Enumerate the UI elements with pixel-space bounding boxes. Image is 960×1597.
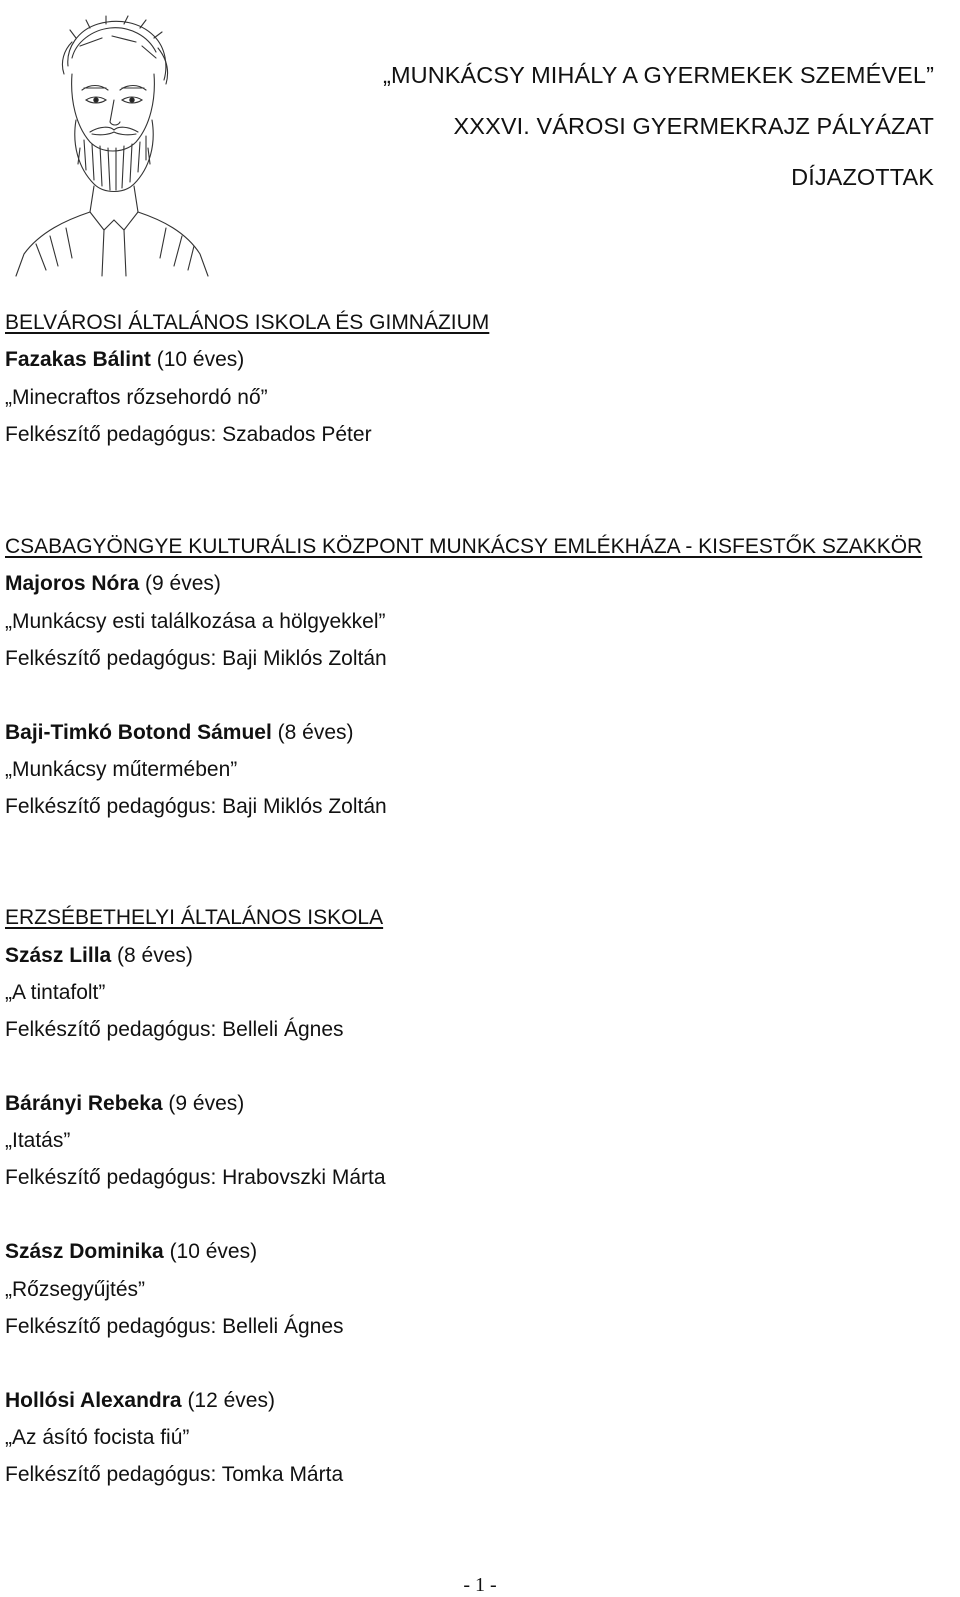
winner-age: (8 éves) xyxy=(271,721,354,744)
artwork-title: „Az ásító focista fiú” xyxy=(5,1426,190,1449)
winner-name: Fazakas Bálint xyxy=(5,348,151,371)
winner-age: (10 éves) xyxy=(163,1240,258,1263)
teacher-line: Felkészítő pedagógus: Belleli Ágnes xyxy=(5,1315,344,1338)
portrait-sketch-image xyxy=(6,8,216,278)
teacher-line: Felkészítő pedagógus: Hrabovszki Márta xyxy=(5,1166,386,1189)
artwork-title: „A tintafolt” xyxy=(5,981,106,1004)
page-number: - 1 - xyxy=(463,1574,497,1596)
winner-name-line xyxy=(5,1092,244,1116)
winner-name: Szász Dominika xyxy=(5,1240,164,1263)
teacher-line: Felkészítő pedagógus: Szabados Péter xyxy=(5,423,372,446)
artwork-title: „Minecraftos rőzsehordó nő” xyxy=(5,386,268,409)
teacher-line: Felkészítő pedagógus: Belleli Ágnes xyxy=(5,1018,344,1041)
winner-name-line xyxy=(5,1389,275,1413)
winner-name: Hollósi Alexandra xyxy=(5,1389,182,1412)
artwork-title: „Rőzsegyűjtés” xyxy=(5,1278,146,1301)
winner-name-line xyxy=(5,721,354,745)
winner-name-line xyxy=(5,944,193,968)
header-title: „MUNKÁCSY MIHÁLY A GYERMEKEK SZEMÉVEL” xyxy=(383,62,934,88)
artwork-title: „Munkácsy esti találkozása a hölgyekkel” xyxy=(5,610,386,633)
artwork-title: „Munkácsy műtermében” xyxy=(5,758,238,781)
school-heading: BELVÁROSI ÁLTALÁNOS ISKOLA ÉS GIMNÁZIUM xyxy=(5,311,490,334)
winner-name-line xyxy=(5,1240,257,1264)
school-heading: CSABAGYÖNGYE KULTURÁLIS KÖZPONT MUNKÁCSY EMLÉKHÁZA - KISFESTŐK SZAKKÖR xyxy=(5,535,923,558)
winner-name: Majoros Nóra xyxy=(5,572,140,595)
artwork-title: „Itatás” xyxy=(5,1129,71,1152)
header-subtitle: XXXVI. VÁROSI GYERMEKRAJZ PÁLYÁZAT xyxy=(453,113,934,139)
teacher-line: Felkészítő pedagógus: Baji Miklós Zoltán xyxy=(5,647,387,670)
header-awardees-heading: DÍJAZOTTAK xyxy=(791,164,934,190)
winner-age: (12 éves) xyxy=(181,1389,275,1412)
winner-age: (10 éves) xyxy=(150,348,245,371)
school-heading: ERZSÉBETHELYI ÁLTALÁNOS ISKOLA xyxy=(5,906,384,929)
winner-name: Bárányi Rebeka xyxy=(5,1092,163,1115)
winner-age: (9 éves) xyxy=(162,1092,245,1115)
winner-name-line xyxy=(5,348,244,372)
winner-age: (9 éves) xyxy=(139,572,221,595)
teacher-line: Felkészítő pedagógus: Baji Miklós Zoltán xyxy=(5,795,387,818)
teacher-line: Felkészítő pedagógus: Tomka Márta xyxy=(5,1463,344,1486)
winner-name-line xyxy=(5,572,221,596)
winner-name: Szász Lilla xyxy=(5,944,112,967)
winner-name: Baji-Timkó Botond Sámuel xyxy=(5,721,272,744)
winner-age: (8 éves) xyxy=(111,944,193,967)
